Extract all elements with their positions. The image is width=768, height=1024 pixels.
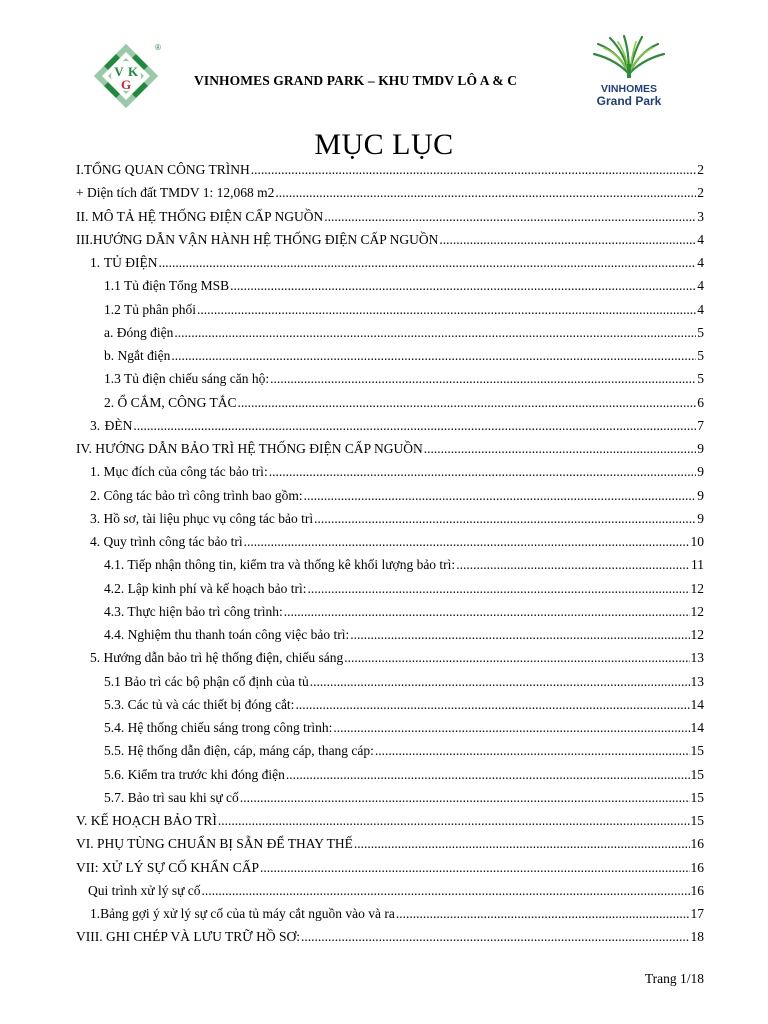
toc-label: 4. Quy trình công tác bảo trì	[90, 534, 243, 549]
toc-label: 4.4. Nghiệm thu thanh toán công việc bảo trì:	[104, 627, 350, 642]
vkg-logo-g: G	[120, 77, 132, 92]
toc-leader-dots	[310, 674, 690, 690]
toc-label: IV. HƯỚNG DẪN BẢO TRÌ HỆ THỐNG ĐIỆN CẤP NGUỒN	[76, 441, 423, 456]
toc-leader-dots	[159, 255, 697, 271]
toc-leader-dots	[202, 883, 690, 899]
toc-leader-dots	[324, 209, 696, 225]
toc-row[interactable]	[76, 232, 704, 255]
toc-leader-dots	[354, 836, 690, 852]
toc-label: 4.3. Thực hiện bảo trì công trình:	[104, 603, 283, 619]
toc-row[interactable]	[76, 488, 704, 511]
toc-row[interactable]	[76, 720, 704, 743]
toc-row[interactable]	[76, 790, 704, 813]
toc-label: 5.7. Bảo trì sau khi sự cố	[104, 789, 239, 805]
toc-leader-dots	[375, 743, 690, 759]
registered-mark: ®	[155, 43, 161, 52]
toc-label: 2. Công tác bảo trì công trình bao gồm:	[90, 487, 303, 503]
toc-row[interactable]	[76, 325, 704, 348]
toc-leader-dots	[251, 162, 697, 178]
toc-page-number: 11	[691, 557, 704, 573]
toc-row[interactable]	[76, 674, 704, 697]
toc-leader-dots	[270, 371, 696, 387]
toc-label: ĐÈN	[104, 417, 133, 433]
toc-label: I.TỔNG QUAN CÔNG TRÌNH	[76, 162, 250, 177]
toc-label: VIII. GHI CHÉP VÀ LƯU TRỮ HỒ SƠ:	[76, 929, 300, 945]
toc-label: 5.3. Các tủ và các thiết bị đóng cắt:	[104, 696, 295, 712]
document-title: MỤC LỤC	[314, 128, 454, 161]
toc-label: 3. Hồ sơ, tài liệu phục vụ công tác bảo trì	[90, 510, 314, 526]
toc-leader-dots	[174, 325, 696, 341]
vkg-logo-v: V	[114, 64, 124, 79]
toc-label: V. KẾ HOẠCH BẢO TRÌ	[76, 813, 217, 828]
toc-leader-dots	[240, 790, 690, 806]
toc-label: + Diện tích đất TMDV 1: 12,068 m2	[76, 185, 275, 201]
toc-page-number: 15	[690, 813, 704, 828]
toc-leader-dots	[260, 860, 690, 876]
toc-leader-dots	[197, 302, 696, 318]
toc-leader-dots	[218, 813, 690, 829]
toc-label: b. Ngắt điện	[104, 348, 171, 363]
toc-page-number: 4	[697, 301, 704, 317]
toc-leader-dots	[304, 488, 697, 504]
vkg-logo-k: K	[127, 64, 139, 79]
toc-page-number: 5	[697, 348, 704, 363]
toc-row[interactable]	[76, 767, 704, 790]
toc-page-number: 2	[697, 185, 704, 201]
toc-page-number: 17	[690, 906, 704, 921]
toc-page-number: 5	[697, 324, 704, 340]
toc-page-number: 9	[697, 464, 704, 480]
toc-row[interactable]	[76, 557, 704, 580]
header-title: VINHOMES GRAND PARK – KHU TMDV LÔ A & C	[194, 73, 518, 88]
toc-page-number: 5	[697, 371, 704, 387]
toc-label: TỦ ĐIỆN	[103, 255, 158, 270]
toc-page-number: 13	[690, 673, 704, 689]
toc-row[interactable]	[76, 395, 704, 418]
toc-number: III.	[76, 231, 93, 247]
toc-row[interactable]	[76, 302, 704, 325]
toc-leader-dots	[424, 441, 697, 457]
toc-row[interactable]	[76, 743, 704, 766]
toc-row[interactable]	[76, 627, 704, 650]
toc-leader-dots	[244, 534, 690, 550]
toc-label: Qui trình xử lý sự cố	[88, 882, 201, 898]
toc-leader-dots	[275, 185, 696, 201]
page-header	[0, 0, 768, 120]
toc-label: 5. Hướng dẫn bảo trì hệ thống điện, chiếu sáng	[90, 650, 344, 666]
toc-row[interactable]	[76, 418, 704, 441]
toc-leader-dots	[284, 604, 690, 620]
toc-label: Bảng gợi ý xử lý sự cố của tủ máy cắt nguồn vào và ra	[100, 906, 395, 921]
toc-number: 1.	[90, 906, 101, 921]
toc-row[interactable]	[76, 534, 704, 557]
toc-number: 1.	[90, 255, 101, 270]
toc-row[interactable]	[76, 697, 704, 720]
toc-row[interactable]	[76, 464, 704, 487]
toc-page-number: 4	[697, 278, 704, 294]
toc-label: 5.5. Hệ thống dẫn điện, cáp, máng cáp, thang cáp:	[104, 743, 374, 759]
toc-label: 1.1 Tủ điện Tổng MSB	[104, 278, 230, 294]
toc-leader-dots	[350, 627, 689, 643]
vinhomes-grand-park-logo	[584, 34, 674, 110]
toc-page-number: 12	[690, 603, 704, 619]
toc-label: 2. Ổ CẮM, CÔNG TẮC	[104, 394, 237, 410]
toc-page-number: 2	[697, 162, 704, 177]
toc-page-number: 9	[697, 510, 704, 526]
toc-leader-dots	[314, 511, 696, 527]
toc-page-number: 9	[697, 441, 704, 456]
toc-leader-dots	[456, 557, 690, 573]
toc-row[interactable]	[76, 650, 704, 673]
toc-row[interactable]	[76, 929, 704, 952]
toc-leader-dots	[133, 418, 696, 434]
toc-leader-dots	[344, 650, 689, 666]
toc-page-number: 7	[697, 417, 704, 433]
toc-label: 1.2 Tủ phân phối	[104, 301, 196, 317]
toc-page-number: 16	[690, 836, 704, 852]
toc-row[interactable]	[76, 278, 704, 301]
toc-label: 5.4. Hệ thống chiếu sáng trong công trình:	[104, 720, 333, 735]
toc-leader-dots	[171, 348, 696, 364]
toc-label: 4.1. Tiếp nhận thông tin, kiểm tra và thống kê khối lượng bảo trì:	[104, 557, 456, 573]
toc-label: II. MÔ TẢ HỆ THỐNG ĐIỆN CẤP NGUỒN	[76, 208, 324, 224]
toc-page-number: 4	[697, 231, 704, 247]
toc-number: 3.	[90, 417, 101, 433]
page-number-footer: Trang 1/18	[644, 971, 704, 986]
toc-row[interactable]	[76, 883, 704, 906]
toc-page-number: 12	[690, 580, 704, 596]
toc-leader-dots	[295, 697, 689, 713]
toc-label: 5.6. Kiểm tra trước khi đóng điện	[104, 766, 285, 782]
toc-row[interactable]	[76, 604, 704, 627]
toc-row[interactable]	[76, 860, 704, 883]
toc-page-number: 15	[690, 766, 704, 782]
toc-leader-dots	[396, 906, 690, 922]
toc-page-number: 18	[690, 929, 704, 945]
toc-leader-dots	[439, 232, 696, 248]
toc-page-number: 16	[690, 882, 704, 898]
toc-label: VI. PHỤ TÙNG CHUẨN BỊ SẴN ĐỂ THAY THẾ	[76, 836, 353, 852]
toc-row[interactable]	[76, 813, 704, 836]
toc-row[interactable]	[76, 511, 704, 534]
toc-label: a. Đóng điện	[104, 324, 174, 340]
toc-leader-dots	[301, 929, 690, 945]
table-of-contents	[76, 162, 704, 953]
toc-page-number: 15	[690, 743, 704, 759]
toc-row[interactable]	[76, 185, 704, 208]
toc-page-number: 12	[690, 627, 704, 642]
vkg-logo	[92, 42, 164, 114]
toc-row[interactable]	[76, 255, 704, 278]
toc-page-number: 4	[697, 255, 704, 270]
toc-label: 5.1 Bảo trì các bộ phận cố định của tủ	[104, 673, 309, 689]
toc-page-number: 13	[690, 650, 704, 666]
toc-leader-dots	[286, 767, 690, 783]
toc-leader-dots	[269, 464, 697, 480]
toc-page-number: 10	[690, 534, 704, 549]
toc-row[interactable]	[76, 348, 704, 371]
toc-page-number: 3	[697, 208, 704, 224]
toc-page-number: 9	[697, 487, 704, 503]
toc-leader-dots	[238, 395, 697, 411]
toc-row[interactable]	[76, 441, 704, 464]
toc-row[interactable]	[76, 581, 704, 604]
toc-page-number: 6	[697, 394, 704, 410]
toc-row[interactable]	[76, 209, 704, 232]
toc-page-number: 14	[690, 696, 704, 712]
toc-leader-dots	[230, 278, 696, 294]
toc-row[interactable]	[76, 836, 704, 859]
toc-label: VII: XỬ LÝ SỰ CỐ KHẨN CẤP	[76, 859, 259, 875]
toc-label: HƯỚNG DẪN VẬN HÀNH HỆ THỐNG ĐIỆN CẤP NGUỒN	[92, 231, 439, 247]
toc-leader-dots	[333, 720, 689, 736]
toc-page-number: 14	[690, 720, 704, 735]
toc-row[interactable]	[76, 906, 704, 929]
toc-label: 4.2. Lập kinh phí và kế hoạch bảo trì:	[104, 580, 307, 596]
vinhomes-logo-text: VINHOMES	[600, 83, 658, 95]
toc-label: 1. Mục đích của công tác bảo trì:	[90, 464, 268, 480]
toc-row[interactable]	[76, 162, 704, 185]
toc-page-number: 15	[690, 789, 704, 805]
toc-page-number: 16	[690, 859, 704, 875]
toc-leader-dots	[307, 581, 689, 597]
toc-label: 1.3 Tủ điện chiếu sáng căn hộ:	[104, 371, 270, 387]
toc-row[interactable]	[76, 371, 704, 394]
grand-park-logo-text: Grand Park	[596, 94, 662, 108]
